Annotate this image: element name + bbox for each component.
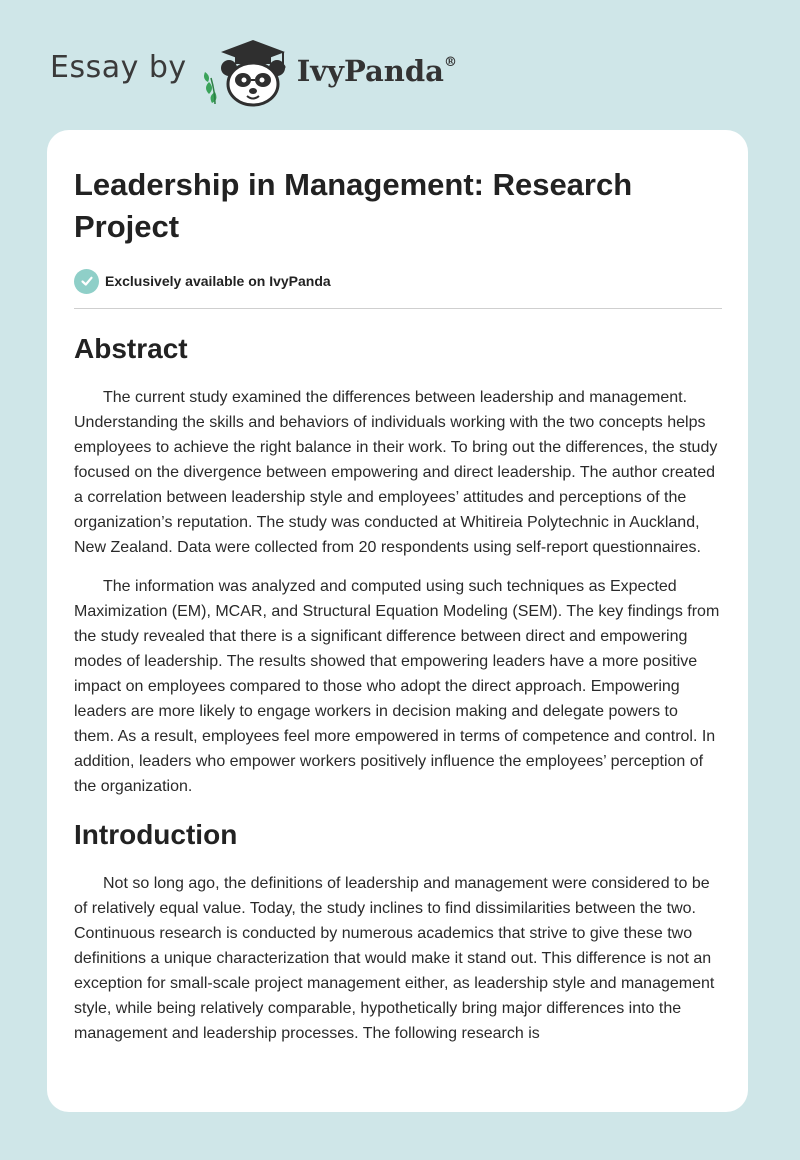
- introduction-section: [74, 817, 722, 1046]
- exclusive-badge: [74, 268, 722, 294]
- paragraph: Not so long ago, the definitions of leadership and management were considered to be of relatively equal value. Today, the study inclines to find dissimilarities between the two. Continuous research is conducted by numerous academics that strive to give these two definitions a unique characterization that would make it stand out. This difference is not an exception for small-scale project management either, as leadership style and management style, while being relatively comparable, hypothetically bring major differences into the management and leadership processes. The following research is: [74, 875, 715, 1042]
- paragraph: The information was analyzed and computed using such techniques as Expected Maximization (EM), MCAR, and Structural Equation Modeling (SEM). The key findings from the study revealed that there is a significant difference between direct and empowering modes of leadership. The results showed that empowering leaders have a more positive impact on employees compared to those who adopt the direct approach. Empowering leaders are more likely to engage workers in decision making and delegate powers to them. As a result, employees feel more empowered in terms of competence and control. In addition, leaders who empower workers positively influence the employees’ perception of the organization.: [74, 578, 720, 795]
- section-heading-introduction: Introduction: [74, 819, 238, 850]
- registered-mark: ®: [443, 55, 457, 71]
- abstract-section: [74, 331, 722, 799]
- site-header: [0, 0, 800, 130]
- page-title: Leadership in Management: Research Project: [74, 167, 633, 244]
- essay-card: [47, 130, 748, 1112]
- check-icon: [74, 269, 99, 294]
- panda-mascot-icon: [201, 38, 293, 108]
- section-heading-abstract: Abstract: [74, 333, 188, 364]
- paragraph: The current study examined the differences between leadership and management. Understanding the skills and behaviors of individuals working with the two concepts helps employees to achieve the right balance in their work. To bring out the differences, the study focused on the divergence between empowering and direct leadership. The author created a correlation between leadership style and employees’ attitudes and perceptions of the organization’s reputation. The study was conducted at Whitireia Polytechnic in Auckland, New Zealand. Data were collected from 20 respondents using self-report questionnaires.: [74, 389, 718, 556]
- brand-logo-link[interactable]: [50, 38, 457, 108]
- divider: [74, 308, 722, 309]
- essay-by-label: Essay by: [50, 49, 187, 85]
- brand-name: IvyPanda®: [296, 54, 457, 88]
- exclusive-label: Exclusively available on IvyPanda: [105, 273, 331, 289]
